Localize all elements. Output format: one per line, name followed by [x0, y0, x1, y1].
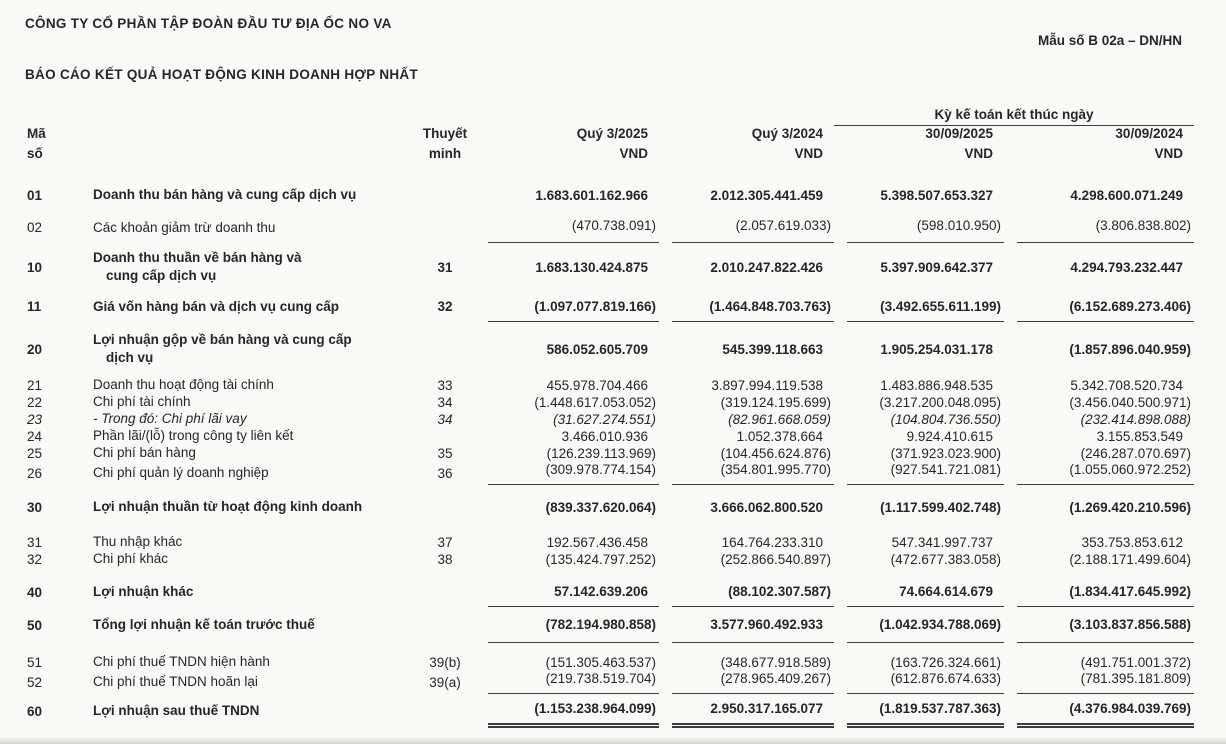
row-note: 39(b) [429, 654, 461, 670]
row-label: Lợi nhuận khác [93, 584, 194, 599]
row-code: 01 [27, 187, 43, 203]
row-label: Chi phí thuế TNDN hoãn lại [93, 674, 258, 689]
row-note: 38 [437, 551, 453, 567]
row-label: Thu nhập khác [93, 534, 183, 549]
row-value: 586.052.605.709 [546, 341, 648, 357]
company-name: CÔNG TY CỔ PHẦN TẬP ĐOÀN ĐẦU TƯ ĐỊA ỐC NO VA [25, 16, 392, 31]
row-value: (2.188.171.499.604) [1069, 551, 1191, 567]
row-value: (1.153.238.964.099) [488, 694, 659, 728]
row-note [415, 607, 475, 643]
row-note [415, 577, 475, 607]
row-value: 3.577.960.492.933 [672, 607, 834, 643]
row-note: 31 [437, 259, 453, 275]
row-value: 192.567.436.458 [546, 534, 648, 550]
row-value: (470.738.091) [488, 212, 659, 243]
row-note [415, 322, 475, 376]
row-value: (135.424.797.252) [545, 551, 656, 567]
row-value: 1.683.601.162.966 [535, 187, 648, 203]
row-value: 3.466.010.936 [561, 428, 648, 444]
table-row [25, 533, 1194, 550]
row-value: (782.194.980.858) [488, 607, 659, 643]
row-label: Doanh thu hoạt động tài chính [93, 377, 274, 392]
row-value: (491.751.001.372) [1080, 654, 1191, 670]
row-value: (3.806.838.802) [1017, 212, 1194, 243]
row-value: 547.341.997.737 [891, 534, 993, 550]
row-note [415, 694, 475, 728]
row-value: (88.102.307.587) [672, 577, 834, 607]
row-value: 164.764.233.310 [721, 534, 823, 550]
row-value: (472.677.383.058) [890, 551, 1001, 567]
row-value: 3.897.994.119.538 [711, 377, 823, 393]
row-value: 57.142.639.206 [488, 577, 659, 607]
note-header-line1: Thuyết [422, 126, 468, 141]
row-value: 3.666.062.800.520 [710, 499, 823, 515]
row-note: 34 [437, 411, 453, 427]
row-value: (1.269.420.210.596) [1069, 499, 1191, 515]
row-code: 51 [27, 654, 43, 670]
row-label: Lợi nhuận thuần từ hoạt động kinh doanh [93, 499, 363, 514]
row-code: 24 [27, 428, 43, 444]
row-note: 32 [437, 299, 453, 314]
row-note: 34 [437, 394, 453, 410]
row-value: (82.961.668.059) [728, 411, 831, 427]
table-row [25, 670, 1194, 694]
period-span-row [25, 99, 1194, 126]
item-header-spacer [93, 126, 415, 146]
row-value: (348.677.918.589) [720, 654, 831, 670]
table-row [25, 491, 1194, 523]
table-header [25, 99, 1194, 166]
row-value: 5.397.909.642.377 [880, 259, 993, 275]
row-value: (1.055.060.972.252) [1017, 461, 1194, 485]
row-value: 2.010.247.822.426 [710, 259, 823, 275]
row-value: (927.541.721.081) [847, 461, 1004, 485]
row-code: 11 [27, 299, 42, 314]
table-row [25, 444, 1194, 461]
row-value: (781.395.181.809) [1017, 670, 1194, 694]
row-value: (151.305.463.537) [545, 654, 656, 670]
column-unit: VND [794, 146, 823, 161]
table-row [25, 461, 1194, 485]
row-note: 37 [437, 534, 453, 550]
row-code: 26 [27, 465, 43, 481]
row-value: 353.753.853.612 [1081, 534, 1183, 550]
row-value: (309.978.774.154) [488, 461, 659, 485]
row-label: Doanh thu bán hàng và cung cấp dịch vụ [93, 187, 357, 202]
table-row [25, 322, 1194, 376]
row-value: (2.057.619.033) [672, 212, 834, 243]
row-code: 22 [27, 394, 43, 410]
column-unit: VND [964, 146, 993, 161]
row-value: (1.464.848.703.763) [672, 291, 834, 322]
row-value: 1.052.378.664 [736, 428, 823, 444]
table-row [25, 694, 1194, 728]
row-value: 4.294.793.232.447 [1070, 259, 1183, 275]
row-label: Chi phí quản lý doanh nghiệp [93, 465, 269, 480]
row-value: 545.399.118.663 [722, 341, 823, 357]
row-code: 30 [27, 499, 43, 515]
row-value: 9.924.410.615 [906, 428, 993, 444]
row-value: (6.152.689.273.406) [1017, 291, 1194, 322]
row-value: (31.627.274.551) [553, 411, 656, 427]
row-code: 10 [27, 259, 43, 275]
column-unit-row [25, 146, 1194, 166]
row-code: 25 [27, 445, 43, 461]
column-header-30-09-2024: 30/09/2024 [1115, 126, 1183, 141]
row-value: 1.683.130.424.875 [535, 259, 648, 275]
table-row [25, 410, 1194, 427]
row-value: (1.042.934.788.069) [847, 607, 1004, 643]
row-code: 52 [27, 674, 43, 690]
column-header-q3-2025: Quý 3/2025 [576, 126, 648, 141]
row-value: (1.097.077.819.166) [488, 291, 659, 322]
row-value: (252.866.540.897) [720, 551, 831, 567]
row-value: (104.456.624.876) [720, 445, 831, 461]
row-value: (612.876.674.633) [847, 670, 1004, 694]
row-code: 40 [27, 584, 43, 600]
table-row [25, 212, 1194, 243]
row-value: 74.664.614.679 [847, 577, 1004, 607]
row-label: Doanh thu thuần về bán hàng và cung cấp dịch vụ [93, 250, 302, 283]
row-value: (278.965.409.267) [672, 670, 834, 694]
row-value: (163.726.324.661) [890, 654, 1001, 670]
row-value: (1.834.417.645.992) [1017, 577, 1194, 607]
row-value: 3.155.853.549 [1096, 428, 1183, 444]
note-header-line2: minh [428, 146, 462, 161]
table-row [25, 243, 1194, 291]
row-label: Chi phí thuế TNDN hiện hành [93, 654, 270, 669]
row-note: 33 [437, 377, 453, 393]
table-row [25, 291, 1194, 322]
row-value: 5.398.507.653.327 [880, 187, 993, 203]
row-label: Chi phí tài chính [93, 394, 191, 409]
row-value: (1.117.599.402.748) [880, 499, 1001, 515]
code-header-line1: Mã [27, 126, 46, 141]
period-span-header: Kỳ kế toán kết thúc ngày [834, 99, 1194, 126]
row-note: 35 [437, 445, 453, 461]
row-value: (3.456.040.500.971) [1069, 394, 1191, 410]
row-code: 31 [27, 534, 43, 550]
row-code: 23 [27, 411, 43, 427]
column-unit: VND [619, 146, 648, 161]
row-value: 1.483.886.948.535 [880, 377, 993, 393]
row-value: (319.124.195.699) [720, 394, 831, 410]
row-label: Chi phí khác [93, 551, 169, 566]
row-value: 2.012.305.441.459 [710, 187, 823, 203]
form-number: Mẫu số B 02a – DN/HN [1037, 33, 1182, 48]
row-code: 50 [27, 617, 43, 633]
row-value: 5.342.708.520.734 [1070, 377, 1183, 393]
table-row [25, 607, 1194, 643]
row-value: 1.905.254.031.178 [880, 341, 993, 357]
table-row [25, 550, 1194, 567]
row-value: 455.978.704.466 [546, 377, 648, 393]
row-value: 4.298.600.071.249 [1070, 187, 1183, 203]
table-row [25, 577, 1194, 607]
row-value: (3.103.837.856.588) [1017, 607, 1194, 643]
row-label: Lợi nhuận sau thuế TNDN [93, 703, 260, 718]
row-value: (232.414.898.088) [1080, 411, 1191, 427]
row-code: 02 [27, 220, 43, 235]
row-value: (3.492.655.611.199) [847, 291, 1004, 322]
row-label: - Trong đó: Chi phí lãi vay [93, 411, 247, 426]
row-value: (126.239.113.969) [546, 445, 656, 461]
table-rows [25, 178, 1194, 728]
row-value: (354.801.995.770) [672, 461, 834, 485]
column-unit: VND [1154, 146, 1183, 161]
row-label: Giá vốn hàng bán và dịch vụ cung cấp [93, 298, 340, 314]
row-note [415, 178, 475, 212]
row-code: 60 [27, 703, 43, 719]
item-header-spacer [93, 146, 415, 166]
row-label: Lợi nhuận gộp về bán hàng và cung cấp dịch vụ [93, 332, 352, 365]
row-value: (1.448.617.053.052) [534, 394, 656, 410]
row-code: 32 [27, 551, 43, 567]
row-value: (371.923.023.900) [890, 445, 1001, 461]
row-value: (839.337.620.064) [545, 499, 656, 515]
table-row [25, 178, 1194, 212]
row-note [415, 212, 475, 243]
row-value: (219.738.519.704) [488, 670, 659, 694]
row-value: (246.287.070.697) [1080, 445, 1191, 461]
scan-edge-artifact [0, 737, 1226, 744]
column-header-q3-2024: Quý 3/2024 [751, 126, 823, 141]
row-value: (104.804.736.550) [890, 411, 1001, 427]
column-label-row [25, 126, 1194, 146]
row-value: (3.217.200.048.095) [879, 394, 1001, 410]
report-title: BÁO CÁO KẾT QUẢ HOẠT ĐỘNG KINH DOANH HỢP NHẤT [25, 67, 419, 82]
code-header-line2: số [27, 146, 43, 161]
row-note [415, 427, 475, 445]
row-note [415, 491, 475, 523]
row-code: 21 [27, 377, 43, 393]
table-row [25, 427, 1194, 444]
row-label: Chi phí bán hàng [93, 445, 196, 460]
row-value: (1.857.896.040.959) [1069, 341, 1191, 357]
table-row [25, 653, 1194, 670]
column-header-30-09-2025: 30/09/2025 [925, 126, 993, 141]
row-label: Tổng lợi nhuận kế toán trước thuế [93, 617, 315, 632]
row-value: (1.819.537.787.363) [847, 694, 1004, 728]
table-row [25, 376, 1194, 393]
row-note: 39(a) [429, 674, 461, 690]
row-note: 36 [437, 465, 453, 481]
row-code: 20 [27, 341, 43, 357]
table-row [25, 393, 1194, 410]
row-value: (598.010.950) [847, 212, 1004, 243]
row-value: 2.950.317.165.077 [672, 694, 834, 728]
row-value: (4.376.984.039.769) [1017, 694, 1194, 728]
row-label: Phần lãi/(lỗ) trong công ty liên kết [93, 428, 294, 443]
row-label: Các khoản giảm trừ doanh thu [93, 219, 276, 235]
